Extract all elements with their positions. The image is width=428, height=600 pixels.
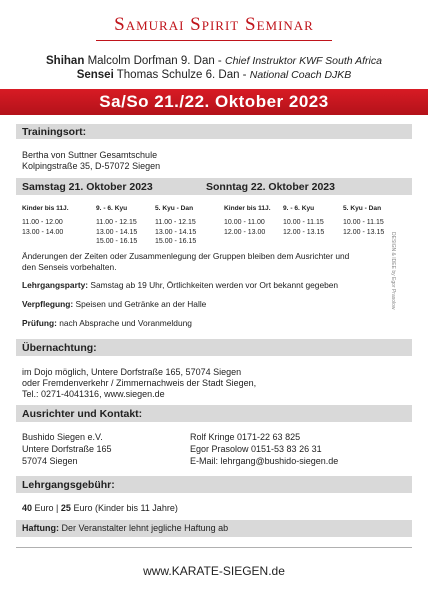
- time-slot: 11.00 - 12.15: [96, 219, 137, 226]
- trainingsort-line-1: Bertha von Suttner Gesamtschule: [22, 150, 158, 160]
- col-label-sat-kyu: 9. - 6. Kyu: [96, 205, 128, 212]
- exam-text: nach Absprache und Voranmeldung: [59, 318, 192, 328]
- col-times-sun-dan: [343, 218, 384, 237]
- footer-divider: [16, 547, 412, 548]
- col-label-sun-dan: 5. Kyu - Dan: [343, 205, 382, 212]
- col-label-sun-kinder: Kinder bis 11J.: [224, 205, 271, 212]
- saturday-heading: Samstag 21. Oktober 2023: [22, 181, 153, 193]
- title-underline: [96, 40, 332, 41]
- contact-email: E-Mail: lehrgang@bushido-siegen.de: [190, 456, 339, 466]
- col-times-sun-kinder: [224, 218, 265, 237]
- time-slot: 13.00 - 14.00: [22, 228, 64, 236]
- sensei-role: Sensei: [76, 69, 114, 81]
- sunday-heading: Sonntag 22. Oktober 2023: [206, 181, 335, 193]
- fee-adult-text: Euro |: [34, 503, 59, 513]
- time-slot: 12.00 - 13.15: [343, 228, 385, 236]
- col-label-sat-dan: 5. Kyu - Dan: [155, 205, 194, 212]
- sensei-line: [0, 69, 428, 81]
- trainingsort-heading: Trainingsort:: [16, 124, 412, 139]
- fee-adult-amount: 40: [22, 503, 33, 513]
- shihan-name: Malcolm Dorfman 9. Dan -: [87, 55, 222, 67]
- time-slot: 11.00 - 12.00: [22, 219, 63, 226]
- party-label: Lehrgangsparty:: [22, 280, 89, 290]
- time-slot: 10.00 - 11.15: [283, 219, 324, 226]
- sensei-desc: National Coach DJKB: [249, 69, 352, 81]
- haftung-label: Haftung:: [22, 523, 59, 533]
- col-times-sat-kyu: [96, 218, 137, 247]
- gebuehr-heading: Lehrgangsgebühr:: [16, 476, 412, 493]
- organizer-name: Bushido Siegen e.V.: [22, 432, 103, 442]
- date-banner: [0, 89, 428, 115]
- shihan-role: Shihan: [46, 55, 85, 67]
- uebernachtung-line-2: oder Fremdenverkehr / Zimmernachweis der Stadt Siegen,: [22, 378, 257, 388]
- food-label: Verpflegung:: [22, 299, 74, 309]
- design-credit: DESIGN & IDEE by Egor Prasolow: [390, 232, 396, 310]
- schedule-note-1: Änderungen der Zeiten oder Zusammenlegung der Gruppen bleiben dem Ausrichter und: [22, 251, 350, 261]
- time-slot: 15.00 - 16.15: [96, 238, 138, 245]
- time-slot: 12.00 - 13.00: [224, 228, 266, 236]
- contact-1: Rolf Kringe 0171-22 63 825: [190, 432, 301, 442]
- uebernachtung-line-3: Tel.: 0271-4041316, www.siegen.de: [22, 389, 165, 399]
- sensei-name: Thomas Schulze 6. Dan -: [116, 69, 247, 81]
- col-label-sat-kinder: Kinder bis 11J.: [22, 205, 69, 212]
- fee-child-text: Euro (Kinder bis 11 Jahre): [73, 503, 178, 513]
- ausrichter-heading: Ausrichter und Kontakt:: [16, 405, 412, 422]
- footer-url[interactable]: www.KARATE-SIEGEN.de: [143, 564, 285, 578]
- schedule-heading-bar: [16, 178, 412, 195]
- contact-2: Egor Prasolow 0151-53 83 26 31: [190, 444, 322, 454]
- time-slot: 11.00 - 12.15: [155, 219, 196, 226]
- food-text: Speisen und Getränke an der Halle: [75, 299, 207, 309]
- trainingsort-line-2: Kolpingstraße 35, D-57072 Siegen: [22, 161, 161, 171]
- seminar-title: Samurai Spirit Seminar: [114, 14, 314, 35]
- haftung-line: [22, 523, 228, 533]
- col-times-sat-dan: [155, 218, 196, 247]
- food-line: [22, 299, 206, 311]
- time-slot: 10.00 - 11.00: [224, 219, 265, 226]
- uebernachtung-heading: Übernachtung:: [16, 339, 412, 356]
- schedule-note-2: den Senseis vorbehalten.: [22, 262, 117, 272]
- exam-line: [22, 318, 192, 330]
- fee-child-amount: 25: [60, 503, 71, 513]
- time-slot: 15.00 - 16.15: [155, 238, 197, 245]
- exam-label: Prüfung:: [22, 318, 57, 328]
- organizer-street: Untere Dorfstraße 165: [22, 444, 112, 454]
- time-slot: 13.00 - 14.15: [96, 228, 138, 236]
- fee-line: [22, 503, 178, 515]
- time-slot: 13.00 - 14.15: [155, 228, 197, 236]
- organizer-city: 57074 Siegen: [22, 456, 78, 466]
- party-line: [22, 280, 338, 292]
- haftung-bar: [16, 520, 412, 537]
- time-slot: 12.00 - 13.15: [283, 228, 325, 236]
- shihan-desc: Chief Instruktor KWF South Africa: [224, 55, 382, 67]
- time-slot: 10.00 - 11.15: [343, 219, 384, 226]
- col-times-sat-kinder: [22, 218, 63, 237]
- uebernachtung-line-1: im Dojo möglich, Untere Dorfstraße 165, 57074 Siegen: [22, 367, 242, 377]
- shihan-line: [0, 55, 428, 67]
- party-text: Samstag ab 19 Uhr, Örtlichkeiten werden vor Ort bekannt gegeben: [90, 280, 339, 290]
- col-label-sun-kyu: 9. - 6. Kyu: [283, 205, 315, 212]
- haftung-text: Der Veranstalter lehnt jegliche Haftung ab: [61, 523, 229, 533]
- col-times-sun-kyu: [283, 218, 324, 237]
- date-banner-text: Sa/So 21./22. Oktober 2023: [99, 92, 329, 111]
